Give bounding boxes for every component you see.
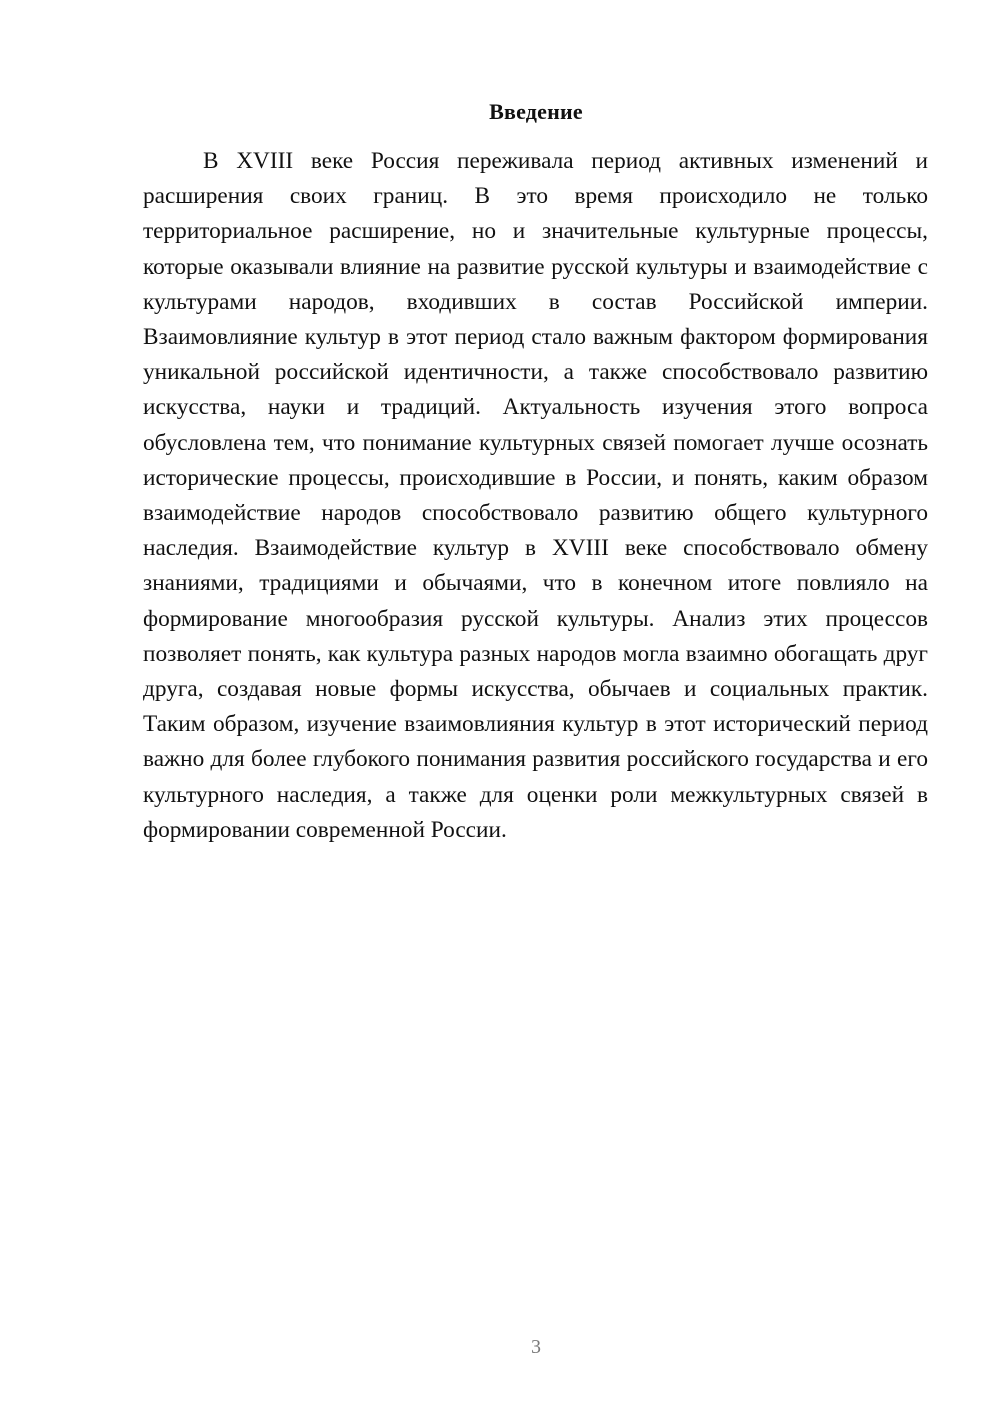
introduction-paragraph: В XVIII веке Россия переживала период активных изменений и расширения своих границ. В это время происходило не только территориальное расширение, но и значительные культурные процессы, которые оказывали влияние на развитие русской культуры и взаимодействие с культурами народов, входивших в состав Российской империи. Взаимовлияние культур в этот период стало важным фактором формирования уникальной российской идентичности, а также способствовало развитию искусства, науки и традиций. Актуальность изучения этого вопроса обусловлена тем, что понимание культурных связей помогает лучше осознать исторические процессы, происходившие в России, и понять, каким образом взаимодействие народов способствовало развитию общего культурного наследия. Взаимодействие культур в XVIII веке способствовало обмену знаниями, традициями и обычаями, что в конечном итоге повлияло на формирование многообразия русской культуры. Анализ этих процессов позволяет понять, как культура разных народов могла взаимно обогащать друг друга, создавая новые формы искусства, обычаев и социальных практик. Таким образом, изучение взаимовлияния культур в этот исторический период важно для более глубокого понимания развития российского государства и его культурного наследия, а также для оценки роли межкультурных связей в формировании современной России. [143, 148, 928, 843]
section-title: Введение [489, 99, 583, 124]
page-number: 3 [531, 1336, 541, 1358]
